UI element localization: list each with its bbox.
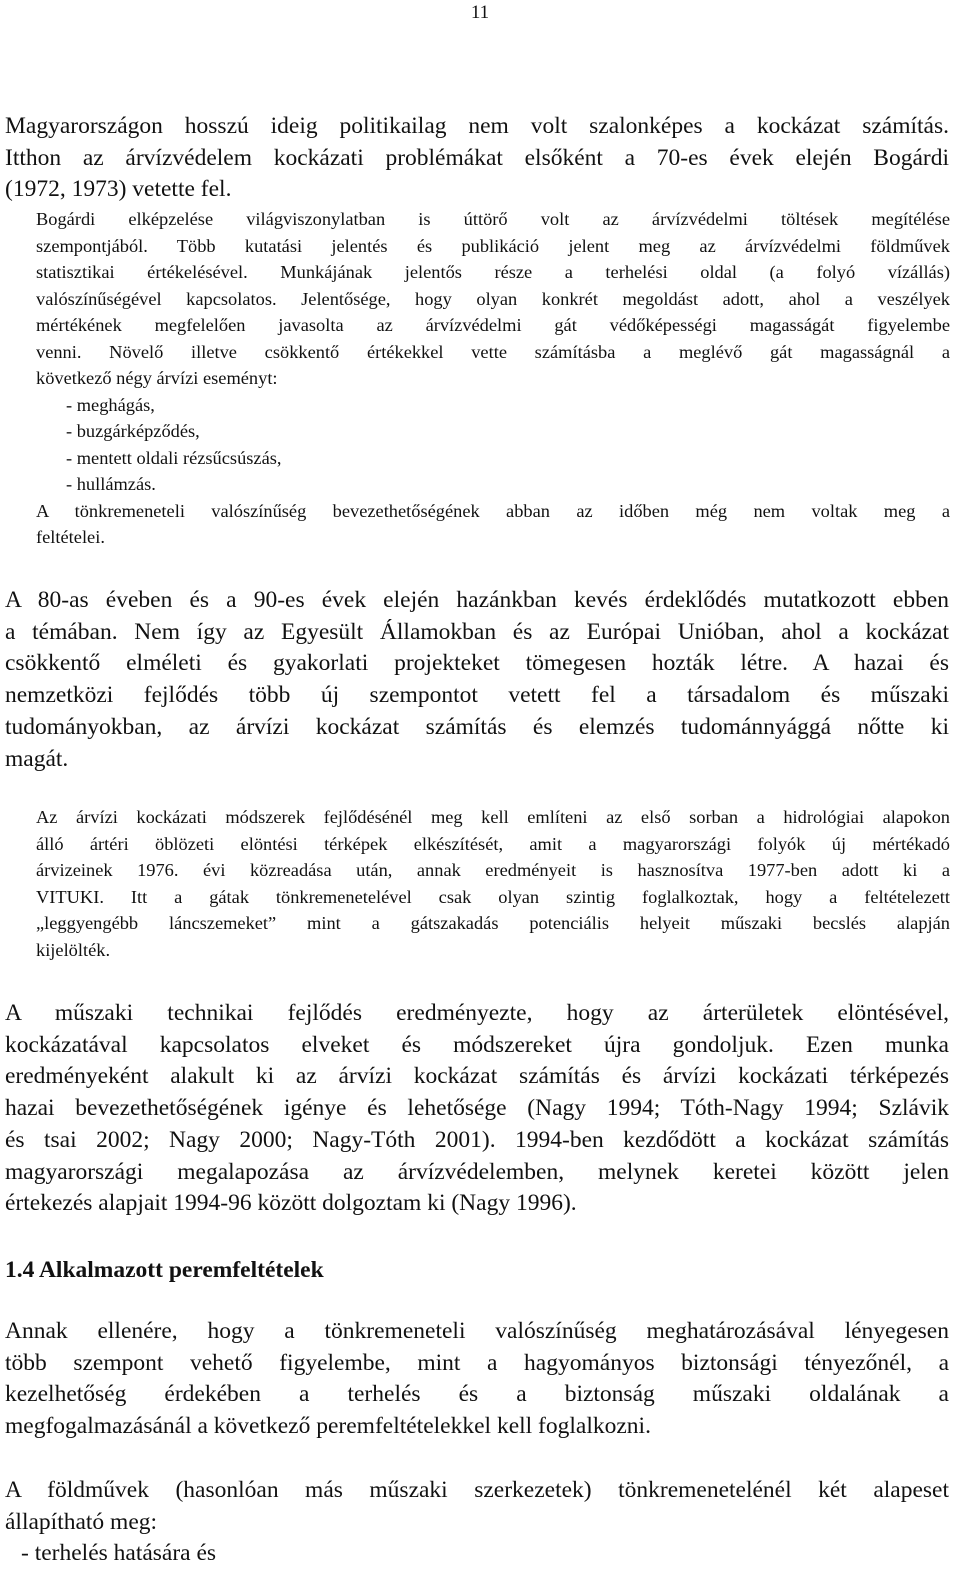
text-line: statisztikai értékelésével. Munkájának jelentős része a terhelési oldal (a folyó vízállás) (36, 262, 950, 282)
paragraph-development (5, 998, 949, 1220)
paragraph-intro (5, 111, 949, 206)
text-line: eredményeként alakult ki az árvízi kockázat számítás és árvízi kockázati térképezés (5, 1063, 949, 1090)
text-line: VITUKI. Itt a gátak tönkremenetelével csak olyan szintig foglalkoztak, hogy a feltételezett (36, 886, 950, 907)
text-line: A műszaki technikai fejlődés eredményezte, hogy az árterületek elöntésével, (5, 1000, 949, 1026)
text-line: hazai bevezethetőségének igénye és lehetősége (Nagy 1994; Tóth-Nagy 1994; Szlávik (5, 1095, 949, 1122)
text-line: „leggyengébb láncszemeket” mint a gátszakadás potenciális helyeit műszaki becslés alapján (36, 913, 950, 933)
paragraph-boundary-conditions (5, 1316, 949, 1443)
list-item: - buzgárképződés, (66, 421, 200, 441)
text-line: A tönkremeneteli valószínűség bevezethetőségének abban az időben még nem voltak meg a (36, 500, 950, 521)
text-line: megfogalmazásánál a következő peremfeltételekkel kell foglalkozni. (5, 1413, 651, 1440)
text-line: Itthon az árvízvédelem kockázati problémákat elsőként a 70-es évek elején Bogárdi (5, 144, 949, 171)
text-line: kijelölték. (36, 939, 111, 960)
section-heading: 1.4 Alkalmazott peremfeltételek (5, 1257, 324, 1283)
text-line: és tsai 2002; Nagy 2000; Nagy-Tóth 2001). 1994-ben kezdődött a kockázat számítás (5, 1126, 949, 1153)
text-line: nemzetközi fejlődés több új szempontot vetett fel a társadalom és műszaki (5, 682, 949, 709)
text-line: állapítható meg: (5, 1508, 158, 1535)
paragraph-80s-90s (5, 585, 949, 775)
text-line: árvizeinek 1976. évi közreadása után, annak eredményeit is hasznosítva 1977-ben adott ki a (36, 860, 950, 880)
paragraph-methods (36, 804, 950, 963)
text-line: álló ártéri öblözeti elöntési térképek elkészítését, amit a magyarországi folyók új mértékadó (36, 833, 950, 854)
text-line: (1972, 1973) vetette fel. (5, 176, 232, 203)
text-line: kockázatával kapcsolatos elveket és módszereket újra gondoljuk. Ezen munka (5, 1031, 949, 1058)
text-line: következő négy árvízi eseményt: (36, 368, 278, 388)
paragraph-earthworks (5, 1475, 949, 1570)
text-line: A 80-as éveben és a 90-es évek elején hazánkban kevés érdeklődés mutatkozott ebben (5, 587, 949, 613)
list-item: - terhelés hatására és (21, 1540, 217, 1567)
text-line: tudományokban, az árvízi kockázat számítás és elemzés tudománnyággá nőtte ki (5, 713, 949, 740)
text-line: több szempont vehető figyelembe, mint a hagyományos biztonsági tényezőnél, a (5, 1349, 949, 1376)
page-number: 11 (470, 2, 490, 23)
text-line: kezelhetőség érdekében a terhelés és a biztonság műszaki oldalának a (5, 1381, 949, 1408)
text-line: venni. Növelő illetve csökkentő értékekkel vette számításba a meglévő gát magasságnál a (36, 341, 950, 362)
text-line: a témában. Nem így az Egyesült Államokban és az Európai Unióban, ahol a kockázat (5, 618, 949, 645)
list-item: - hullámzás. (66, 474, 156, 494)
text-line: Magyarországon hosszú ideig politikailag nem volt szalonképes a kockázat számítás. (5, 113, 949, 139)
text-line: mértékének megfelelően javasolta az árvízvédelmi gát védőképességi magasságát figyelembe (36, 315, 950, 335)
text-line: magát. (5, 745, 69, 772)
text-line: értekezés alapjait 1994-96 között dolgoztam ki (Nagy 1996). (5, 1190, 577, 1217)
text-line: csökkentő elméleti és gyakorlati projekteket tömegesen hozták létre. A hazai és (5, 650, 949, 677)
text-line: A földművek (hasonlóan más műszaki szerkezetek) tönkremenetelénél két alapeset (5, 1477, 949, 1503)
text-line: feltételei. (36, 527, 105, 547)
text-line: Az árvízi kockázati módszerek fejlődésénél meg kell említeni az első sorban a hidrológiai alapokon (36, 807, 950, 827)
text-line: Bogárdi elképzelése világviszonylatban is úttörő volt az árvízvédelmi töltések megítélése (36, 209, 950, 229)
text-line: szempontjából. Több kutatási jelentés és publikáció jelent meg az árvízvédelmi földművek (36, 235, 950, 256)
text-line: valószínűségével kapcsolatos. Jelentősége, hogy olyan konkrét megoldást adott, ahol a veszélyek (36, 288, 950, 309)
list-item: - meghágás, (66, 394, 155, 415)
text-line: Annak ellenére, hogy a tönkremeneteli valószínűség meghatározásával lényegesen (5, 1318, 949, 1344)
list-item: - mentett oldali rézsűcsúszás, (66, 447, 282, 468)
paragraph-bogardi (36, 206, 950, 551)
text-line: magyarországi megalapozása az árvízvédelemben, melynek keretei között jelen (5, 1158, 949, 1185)
